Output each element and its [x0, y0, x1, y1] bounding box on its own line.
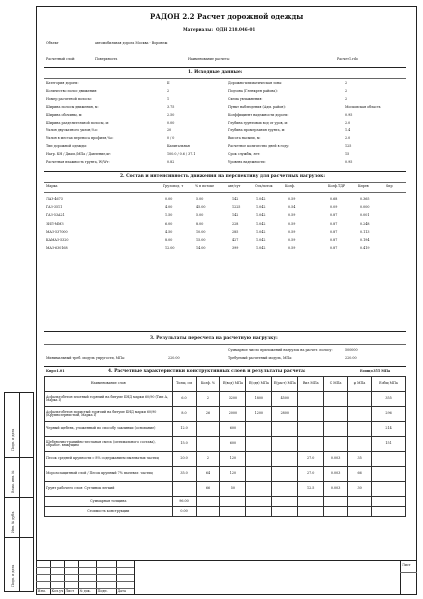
layer-value: 214	[372, 422, 406, 437]
layer-row	[45, 392, 406, 407]
construction-cost-label: Стоимость конструкции	[45, 507, 173, 517]
traffic-cell: 0.59	[288, 221, 296, 226]
layer-value	[348, 437, 372, 452]
traffic-cell: 1.042	[256, 213, 266, 218]
layers-column-header: Rиз МПа	[298, 377, 324, 392]
layer-name: Щебеночно-гравийно-песчаная смесь (оптимального состава), обработ. вяжущим	[45, 437, 173, 452]
layer-value: 0.003	[324, 452, 348, 467]
req-modulus-value: 220.00	[345, 356, 357, 360]
layer-value	[272, 452, 298, 467]
layer-value: 120	[220, 452, 246, 467]
traffic-cell: 8.00	[196, 221, 204, 226]
empty-cell	[324, 497, 348, 507]
layer-value: 64	[196, 467, 220, 482]
source-label: Подзона (Гленкрен района):	[228, 88, 278, 93]
layers-heading: 4. Расчетные характеристики конструктивных слоев и результаты расчета:	[108, 369, 306, 374]
kpr-label: Кпр=1.01	[46, 369, 65, 373]
construction-cost-row	[45, 507, 406, 517]
traffic-column-header: Sпр	[386, 184, 393, 188]
total-thickness-value: 96.00	[172, 497, 196, 507]
layer-value: 1800	[246, 392, 272, 407]
layer-value: 600	[220, 437, 246, 452]
section-label: Расчетный слой:	[46, 57, 76, 61]
layer-value: 35	[348, 452, 372, 467]
empty-cell	[246, 497, 272, 507]
traffic-cell: 1.042	[256, 238, 266, 242]
layer-value	[272, 482, 298, 497]
traffic-cell: 142	[232, 213, 239, 218]
traffic-cell: 0.68	[330, 197, 338, 201]
object-value: автомобильная дорога Москва - Воронеж	[95, 41, 168, 45]
layer-value: 296	[372, 407, 406, 422]
traffic-cell: 0.365	[360, 197, 370, 201]
total-thickness-row	[45, 497, 406, 507]
layer-value	[298, 407, 324, 422]
title-block-cell: Изм.	[37, 588, 46, 593]
section-value: Поверхность	[95, 57, 118, 61]
layer-value	[172, 482, 196, 497]
traffic-cell: ГАЗ-3511	[46, 205, 63, 210]
traffic-cell: 0.59	[288, 229, 296, 234]
layer-value: 12.5	[298, 482, 324, 497]
layer-name: Грунт рабочего слоя: Суглинок легкий	[45, 482, 173, 497]
source-value: 0.00	[167, 120, 175, 125]
traffic-cell: 142	[232, 197, 239, 201]
traffic-cell: КАМАЗ-5320	[46, 238, 69, 242]
materials-label: Материалы:	[183, 27, 214, 32]
layer-value: 6.0	[172, 392, 196, 407]
layer-value	[372, 467, 406, 482]
traffic-cell: 4.50	[165, 229, 173, 234]
source-label: Коэффициент надежности дороги:	[228, 112, 289, 117]
layer-row	[45, 482, 406, 497]
traffic-cell: 0.59	[288, 238, 296, 242]
layer-value: 35.0	[172, 467, 196, 482]
source-label: Глубина грунтовых вод от уров, м:	[228, 120, 289, 125]
traffic-cell: 0.87	[330, 229, 338, 234]
layer-value: 2	[196, 452, 220, 467]
calc-name-label: Наименование расчета:	[188, 57, 230, 61]
traffic-cell: 45.00	[196, 205, 206, 210]
layer-value: 30	[348, 482, 372, 497]
layer-value: 2000	[220, 407, 246, 422]
traffic-cell: 1.50	[165, 213, 173, 218]
layers-column-header: Коэф. %	[196, 377, 220, 392]
layer-value	[272, 422, 298, 437]
traffic-cell: 285	[232, 229, 239, 234]
traffic-cell: 0.59	[288, 213, 296, 218]
layer-value: 151	[372, 437, 406, 452]
layer-value	[272, 437, 298, 452]
traffic-column-header: Грузопод. т	[163, 184, 184, 188]
traffic-cell: ГАЗ-53А21	[46, 213, 65, 218]
traffic-cell: 1.042	[256, 205, 266, 210]
traffic-cell: 0.87	[330, 213, 338, 218]
traffic-cell: 0.09	[330, 205, 338, 210]
layer-value: 8.0	[172, 407, 196, 422]
side-stamp-label: Взам. инв. №	[11, 470, 15, 493]
layer-value	[324, 422, 348, 437]
source-value: Капитальная	[167, 144, 190, 149]
traffic-cell: 0.59	[288, 197, 296, 201]
construction-cost-value: 0.00	[172, 507, 196, 517]
traffic-cell: 1.042	[256, 197, 266, 201]
layers-column-header: φ МПа	[348, 377, 372, 392]
traffic-cell: 4.00	[165, 205, 173, 210]
empty-cell	[348, 497, 372, 507]
layer-value: 27.0	[298, 452, 324, 467]
traffic-cell: 10.00	[196, 229, 206, 234]
empty-cell	[220, 497, 246, 507]
sum-value: 500000	[345, 348, 358, 352]
traffic-cell: 427	[232, 238, 239, 242]
layers-column-header: Наименование слоя	[45, 377, 173, 392]
layer-row	[45, 422, 406, 437]
layer-value: 2	[196, 392, 220, 407]
source-value: 0.95	[345, 160, 353, 164]
traffic-cell: 228	[232, 221, 239, 226]
source-label: Тип дорожной одежды:	[46, 144, 87, 149]
layer-value	[348, 422, 372, 437]
title-block-cell: Подп.	[97, 588, 108, 593]
layer-value: 355	[372, 392, 406, 407]
traffic-cell: 0.00	[165, 197, 173, 201]
sum-label: Суммарное число приложений нагрузок на расчет. полосу:	[228, 348, 333, 352]
source-value: 2	[345, 81, 348, 85]
source-label: Нагр. КН / Диам./МПа / Давление,кг:	[46, 152, 112, 157]
layers-column-header: С МПа	[324, 377, 348, 392]
source-label: Ширина обочины, м:	[46, 112, 83, 117]
layers-column-header: Е(вод) МПа	[220, 377, 246, 392]
traffic-cell: 0.419	[360, 246, 370, 251]
source-label: Расчетная влажность грунта, W/Wт:	[46, 160, 110, 164]
layer-value: 0.003	[324, 482, 348, 497]
layer-name: Асфальтобетон пористый горячий на битуме БНД марки 60/90 (Крупнозернистый, Марка I)	[45, 407, 173, 422]
source-value: 2.50	[167, 112, 175, 117]
layer-name: Песок средней крупности с 8% содержанием пылеватых частиц	[45, 452, 173, 467]
min-modulus-value: 220.00	[168, 356, 180, 360]
traffic-column-header: авт/сут	[228, 184, 241, 188]
layer-value	[298, 392, 324, 407]
layer-row	[45, 452, 406, 467]
source-heading: 1. Исходные данные:	[188, 70, 243, 75]
traffic-cell: 0.87	[330, 221, 338, 226]
layer-row	[45, 467, 406, 482]
source-value: Московская область	[345, 104, 381, 109]
traffic-cell: МАЗ-630168	[46, 246, 68, 251]
layer-value	[372, 482, 406, 497]
source-value: 2	[167, 88, 170, 93]
source-value: 0.82	[167, 160, 175, 164]
title-block-cell: Дата	[117, 588, 126, 593]
traffic-cell: 15.00	[196, 238, 206, 242]
source-label: Уровень надежности:	[228, 160, 266, 164]
layers-table	[44, 376, 406, 517]
page-title: РАДОН 2.2 Расчет дорожной одежды	[150, 12, 304, 21]
traffic-cell: ЗИЛ-ММЗ	[46, 221, 64, 226]
empty-cell	[372, 497, 406, 507]
traffic-cell: 1.042	[256, 246, 266, 251]
layer-value: 26	[196, 407, 220, 422]
empty-cell	[298, 497, 324, 507]
layer-value	[324, 437, 348, 452]
source-value: 15	[345, 152, 350, 157]
layer-value: 66	[348, 467, 372, 482]
empty-cell	[246, 507, 272, 517]
source-value: 0 / 0	[167, 136, 175, 141]
traffic-column-header: % в потоке	[195, 184, 215, 188]
source-label: Срок службы, лет:	[228, 152, 261, 157]
layers-column-header: Толщ. см	[172, 377, 196, 392]
traffic-column-header: Коэф.ТДР	[328, 184, 346, 188]
source-value: 2	[345, 88, 348, 93]
results-heading: 3. Результаты пересчета на расчетную нагрузку:	[150, 336, 278, 341]
source-value: 20	[167, 128, 172, 133]
traffic-cell: 14.00	[196, 246, 206, 251]
source-label: Уклон в местах переноса профиля,%о:	[46, 136, 114, 141]
traffic-cell: 0.113	[360, 229, 370, 234]
title-block-cell: Лист	[65, 588, 75, 593]
source-label: Номер расчетной полосы:	[46, 96, 92, 101]
source-value: 0.95	[345, 112, 353, 117]
source-value: II	[167, 81, 170, 85]
source-value: 125	[345, 144, 352, 149]
layer-value: 120	[220, 467, 246, 482]
traffic-cell: 12.00	[165, 246, 175, 251]
layer-value	[272, 467, 298, 482]
traffic-cell: 8.00	[165, 238, 173, 242]
layer-name: Черный щебень, уложенный по способу заклинки (основание)	[45, 422, 173, 437]
source-label: Количество полос движения:	[46, 88, 98, 93]
sheet-label: Лист	[402, 563, 411, 567]
layer-value: 20.0	[172, 452, 196, 467]
source-label: Схема увлажнения:	[228, 96, 263, 101]
empty-cell	[220, 507, 246, 517]
req-modulus-label: Требуемый расчетный модуль, МПа:	[228, 356, 293, 360]
title-block-cell: Кол.уч	[51, 588, 64, 593]
source-label: Высота насыпи, м:	[228, 136, 261, 141]
traffic-cell: 0.87	[330, 238, 338, 242]
empty-cell	[196, 507, 220, 517]
traffic-column-header: Коэф.	[285, 184, 296, 188]
traffic-column-header: Марка	[46, 184, 58, 188]
layer-value	[324, 407, 348, 422]
eobsh-label: Еоощ=355 МПа	[360, 369, 391, 373]
empty-cell	[272, 497, 298, 507]
layer-value	[298, 437, 324, 452]
layer-value: 12.0	[172, 422, 196, 437]
traffic-cell: 1225	[232, 205, 241, 210]
source-value: 2.0	[345, 136, 351, 141]
side-stamp-label: Подп. и дата	[11, 428, 15, 451]
layer-value	[298, 422, 324, 437]
traffic-column-header: Кпрев	[358, 184, 369, 188]
layers-column-header: Е(раст) МПа	[272, 377, 298, 392]
traffic-cell: 6.00	[165, 221, 173, 226]
layer-value: 66	[196, 482, 220, 497]
source-label: Пункт наблюдения (Адм. район):	[228, 104, 286, 109]
source-value: 100.0 / 0.6 / 37.1	[167, 152, 196, 157]
layer-value	[246, 467, 272, 482]
empty-cell	[324, 507, 348, 517]
layers-column-header: Е(сдв) МПа	[246, 377, 272, 392]
source-value: 2	[345, 96, 348, 101]
source-label: Категория дороги:	[46, 81, 79, 85]
traffic-cell: 0.87	[330, 246, 338, 251]
traffic-cell: 0.001	[360, 213, 370, 218]
layer-value: 50	[220, 482, 246, 497]
layer-value: 15.0	[172, 437, 196, 452]
source-value: 2.0	[345, 120, 351, 125]
layer-value: 1200	[246, 407, 272, 422]
traffic-cell: 1.042	[256, 229, 266, 234]
traffic-cell: 1.042	[256, 221, 266, 226]
layer-value	[246, 452, 272, 467]
layer-name: Асфальтобетон плотный горячий на битуме БНД марки 60/90 (Тип А, Марка I)	[45, 392, 173, 407]
traffic-cell: 399	[232, 246, 239, 251]
layer-value: 600	[220, 422, 246, 437]
traffic-cell: 0.59	[288, 246, 296, 251]
source-label: Расчетное количество дней в году:	[228, 144, 290, 149]
layer-value: 2800	[272, 407, 298, 422]
traffic-cell: 0.54	[288, 205, 296, 210]
side-stamp-label: Подп. и дата	[11, 564, 15, 587]
object-label: Объект	[46, 41, 59, 45]
empty-cell	[372, 507, 406, 517]
traffic-heading: 2. Состав и интенсивность движения на перспективу для расчетных нагрузок:	[120, 174, 325, 179]
source-label: Уклон двускатного уклон,%о:	[46, 128, 98, 133]
layer-value	[246, 437, 272, 452]
title-block-cell: № док.	[79, 588, 91, 593]
layer-value	[348, 392, 372, 407]
layer-value	[196, 422, 220, 437]
layer-value: 4500	[272, 392, 298, 407]
layer-value	[348, 407, 372, 422]
side-stamp	[4, 392, 34, 592]
source-label: Дорожно-климатическая зона:	[228, 81, 283, 85]
layer-value	[246, 482, 272, 497]
side-stamp-label: Инв. № дубл.	[11, 510, 15, 533]
traffic-cell: ЛАЗ-4673	[46, 197, 63, 201]
traffic-cell: 5.00	[196, 213, 204, 218]
file-label: Расчет1.rdo	[337, 57, 358, 61]
traffic-cell: МАЗ-537000	[46, 229, 68, 234]
source-label: Глубина промерзания грунта, м:	[228, 128, 286, 133]
source-value: 1.4	[345, 128, 351, 133]
traffic-cell: 5.00	[196, 197, 204, 201]
layer-value	[372, 452, 406, 467]
empty-cell	[196, 497, 220, 507]
traffic-cell: 0.000	[360, 205, 370, 210]
layer-name: Морозозащитный слой / Песок крупный 7% пылеват. частиц	[45, 467, 173, 482]
layer-value: 3200	[220, 392, 246, 407]
layers-header-row	[45, 377, 406, 392]
layer-value: 0.003	[324, 467, 348, 482]
layer-value	[246, 422, 272, 437]
layer-row	[45, 437, 406, 452]
materials-value: ОДН 218.046-01	[216, 27, 256, 32]
min-modulus-label: Минимальный треб. модуль упругости, МПа:	[46, 356, 126, 360]
source-value: 3.75	[167, 104, 175, 109]
empty-cell	[272, 507, 298, 517]
layer-value: 27.0	[298, 467, 324, 482]
source-value: 1	[167, 96, 170, 101]
layers-column-header: Еобщ МПа	[372, 377, 406, 392]
empty-cell	[298, 507, 324, 517]
source-label: Ширина полосы движения, м:	[46, 104, 99, 109]
traffic-cell: 0.194	[360, 238, 370, 242]
layer-value	[196, 437, 220, 452]
total-thickness-label: Суммарная толщина	[45, 497, 173, 507]
traffic-column-header: Ось/поток	[255, 184, 273, 188]
empty-cell	[348, 507, 372, 517]
source-label: Ширина разделительной полосы, м:	[46, 120, 110, 125]
layer-value	[324, 392, 348, 407]
traffic-cell: 0.248	[360, 221, 370, 226]
layer-row	[45, 407, 406, 422]
